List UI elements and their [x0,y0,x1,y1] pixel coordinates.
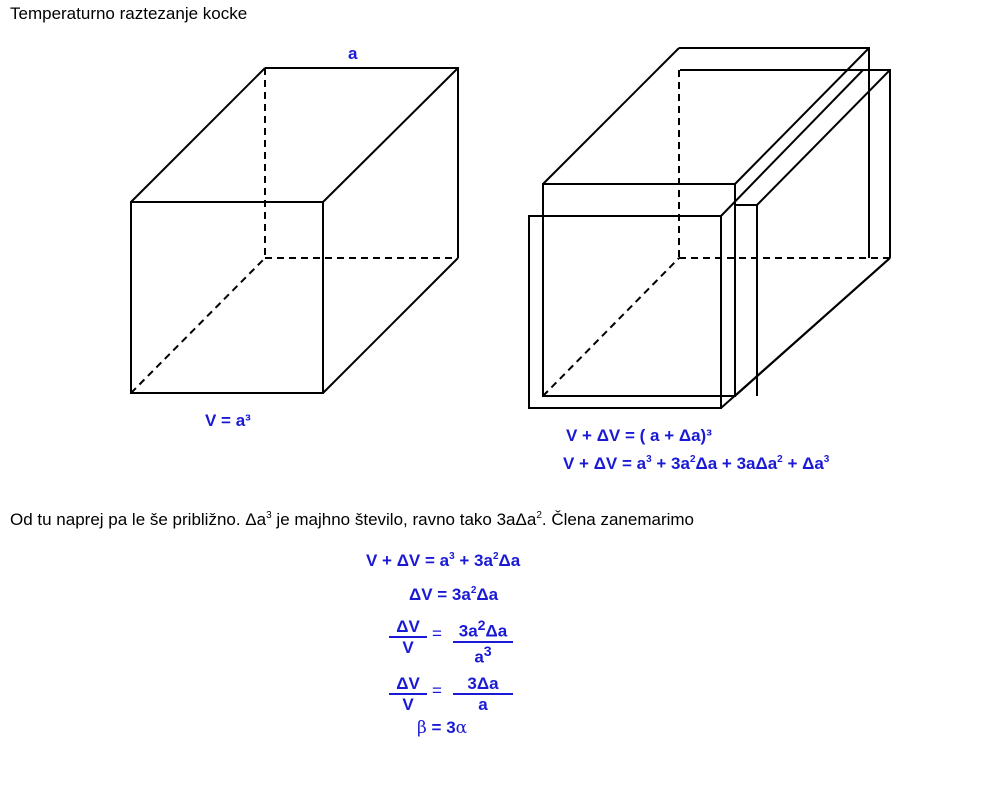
expanded-outer-edge-tl [543,48,679,184]
note-part: Od tu naprej pa le še približno. Δa [10,510,267,529]
fraction-1-left [389,617,427,657]
fraction-2-equals: = [432,681,442,700]
page-title: Temperaturno raztezanje kocke [10,4,248,23]
derivation-line-1 [366,551,520,571]
fraction-part: a [474,647,484,667]
expanded-inner-front [529,216,721,408]
derivation-part: ΔV = 3a [409,585,471,604]
fraction-part: Δa [485,621,508,641]
fraction-1-right-denominator [453,643,513,667]
expansion-formula-2-exp: 2 [777,454,783,465]
fraction-1-right [453,617,513,666]
expanded-inner-back [680,70,890,258]
fraction-2-right-denominator: a [478,695,488,714]
cube-edge-tl [131,68,265,202]
fraction-part: 3a [458,621,478,641]
expansion-formula-2-part: + 3a [651,454,690,473]
derivation-exp: 2 [470,585,477,596]
original-cube [131,68,458,393]
result-part: = 3 [426,718,456,737]
expansion-formula-2-exp: 3 [823,454,830,465]
fraction-1-equals: = [432,624,442,643]
expanded-outer-back [679,48,869,258]
derivation-part: Δa [476,585,499,604]
alpha-symbol: α [455,718,468,738]
expansion-formula-2-part: + Δa [782,454,824,473]
note-exp: 3 [266,510,272,521]
fraction-2-left-denominator: V [402,695,414,714]
expansion-formula-1 [566,426,712,446]
derivation-part: V + ΔV = a [366,551,450,570]
note-part: je majhno število, ravno tako 3aΔa [271,510,537,529]
expanded-inner-edge-diag2 [757,70,890,205]
derivation-exp: 2 [492,551,499,562]
approximation-note [10,510,694,530]
beta-symbol: β [417,718,427,738]
fraction-2-left-numerator: ΔV [389,674,427,695]
expansion-formula-2-exp: 2 [689,454,696,465]
derivation-exp: 3 [449,551,455,562]
fraction-1-left-denominator: V [402,638,414,657]
volume-original-label: V = a³ [205,411,251,430]
edge-label-a: a [348,44,358,63]
fraction-2-right [453,674,513,714]
expansion-formula-2-exp: 3 [646,454,652,465]
derivation-part: Δa [498,551,521,570]
derivation-line-2 [409,585,498,605]
fraction-2-left [389,674,427,714]
fraction-exp: 3 [483,643,492,660]
fraction-exp: 2 [477,618,486,634]
expanded-inner-edge-tr [721,70,863,216]
cube-edge-tr [323,68,458,202]
expansion-formula-2-part: V + ΔV = a [563,454,647,473]
expanded-hidden-diagonal [543,258,679,396]
fraction-1-right-numerator [453,617,513,643]
expanded-inner-edge-diag3 [735,258,890,396]
note-exp: 2 [536,510,542,521]
result-beta-alpha [417,718,467,738]
cube-edge-br [323,258,458,393]
expanded-outer-edge-tr [735,48,869,184]
cube-hidden-diagonal [131,258,265,393]
fraction-1-left-numerator: ΔV [389,617,427,638]
expansion-formula-1-text: V + ΔV = ( a + Δa)³ [566,426,712,445]
expanded-cube [529,48,890,408]
fraction-2-right-numerator: 3Δa [453,674,513,695]
derivation-part: + 3a [454,551,493,570]
expansion-formula-2-part: Δa + 3aΔa [695,454,778,473]
note-part: . Člena zanemarimo [541,510,694,529]
expansion-formula-2 [563,454,829,474]
